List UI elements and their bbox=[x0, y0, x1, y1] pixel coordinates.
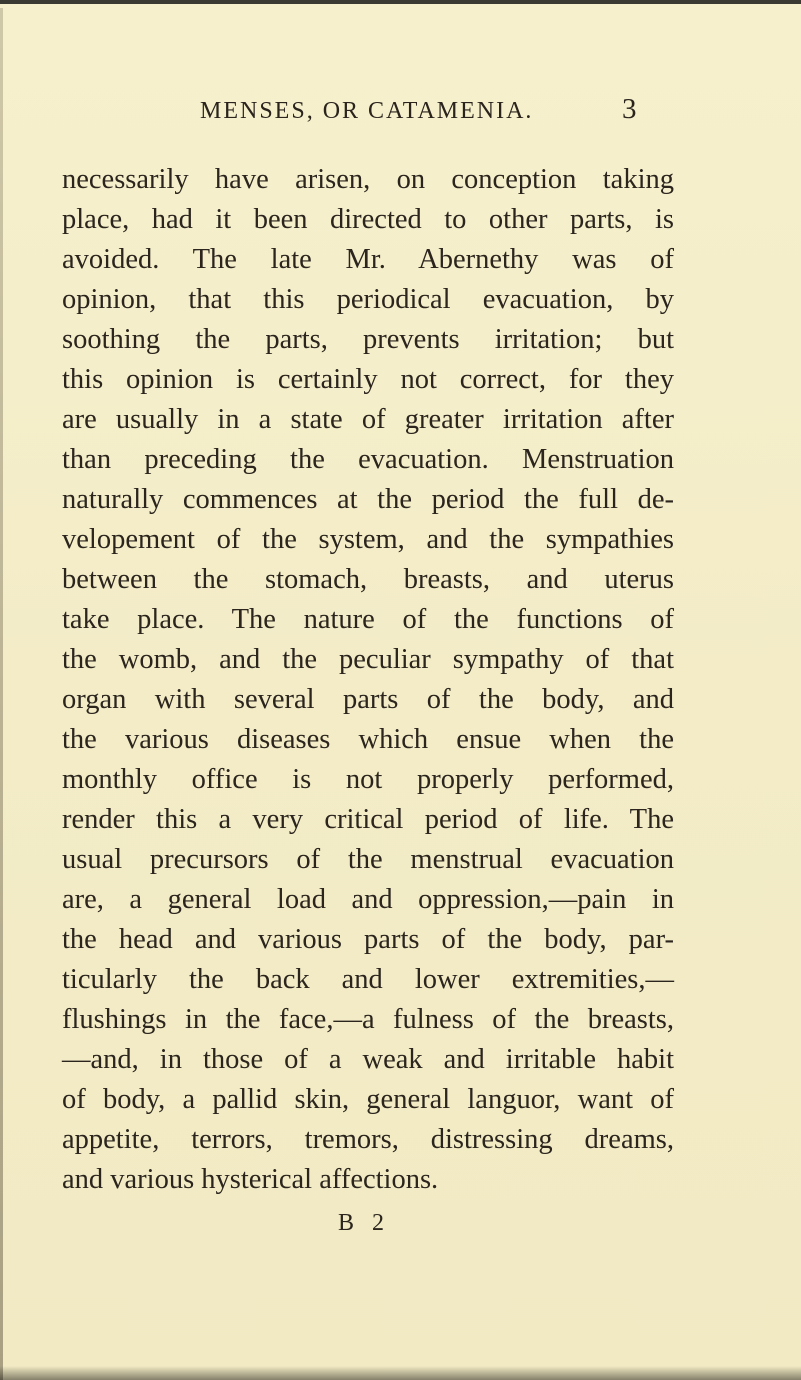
text-line: opinion, that this periodical evacuation, by bbox=[62, 284, 674, 315]
text-line: render this a very critical period of life. The bbox=[62, 804, 674, 835]
text-line: organ with several parts of the body, and bbox=[62, 684, 674, 715]
text-line: than preceding the evacuation. Menstruation bbox=[62, 444, 674, 475]
text-line: avoided. The late Mr. Abernethy was of bbox=[62, 244, 674, 275]
text-line: place, had it been directed to other parts, is bbox=[62, 204, 674, 235]
text-line: soothing the parts, prevents irritation; but bbox=[62, 324, 674, 355]
text-line: usual precursors of the menstrual evacuation bbox=[62, 844, 674, 875]
text-line: monthly office is not properly performed, bbox=[62, 764, 674, 795]
text-line: appetite, terrors, tremors, distressing dreams, bbox=[62, 1124, 674, 1155]
text-line: this opinion is certainly not correct, for they bbox=[62, 364, 674, 395]
text-line-last: and various hysterical affections. bbox=[62, 1164, 439, 1195]
signature-mark: B 2 bbox=[338, 1210, 391, 1236]
running-title: MENSES, OR CATAMENIA. bbox=[200, 98, 534, 124]
text-line: of body, a pallid skin, general languor, want of bbox=[62, 1084, 674, 1115]
text-line: between the stomach, breasts, and uterus bbox=[62, 564, 674, 595]
text-line: ticularly the back and lower extremities,— bbox=[62, 964, 674, 995]
text-line: take place. The nature of the functions of bbox=[62, 604, 674, 635]
text-line: naturally commences at the period the full de- bbox=[62, 484, 674, 515]
text-line: the various diseases which ensue when the bbox=[62, 724, 674, 755]
text-line: necessarily have arisen, on conception taking bbox=[62, 164, 674, 195]
text-line: —and, in those of a weak and irritable habit bbox=[62, 1044, 674, 1075]
page-top-edge bbox=[0, 0, 801, 4]
page-bottom-shadow bbox=[0, 1366, 801, 1380]
text-line: are, a general load and oppression,—pain in bbox=[62, 884, 674, 915]
page-header bbox=[0, 93, 801, 138]
text-line: velopement of the system, and the sympathies bbox=[62, 524, 674, 555]
text-line: are usually in a state of greater irritation after bbox=[62, 404, 674, 435]
text-line: the head and various parts of the body, par- bbox=[62, 924, 674, 955]
page-number: 3 bbox=[622, 93, 637, 125]
text-line: the womb, and the peculiar sympathy of that bbox=[62, 644, 674, 675]
text-line: flushings in the face,—a fulness of the breasts, bbox=[62, 1004, 674, 1035]
page-left-edge bbox=[0, 8, 3, 1380]
